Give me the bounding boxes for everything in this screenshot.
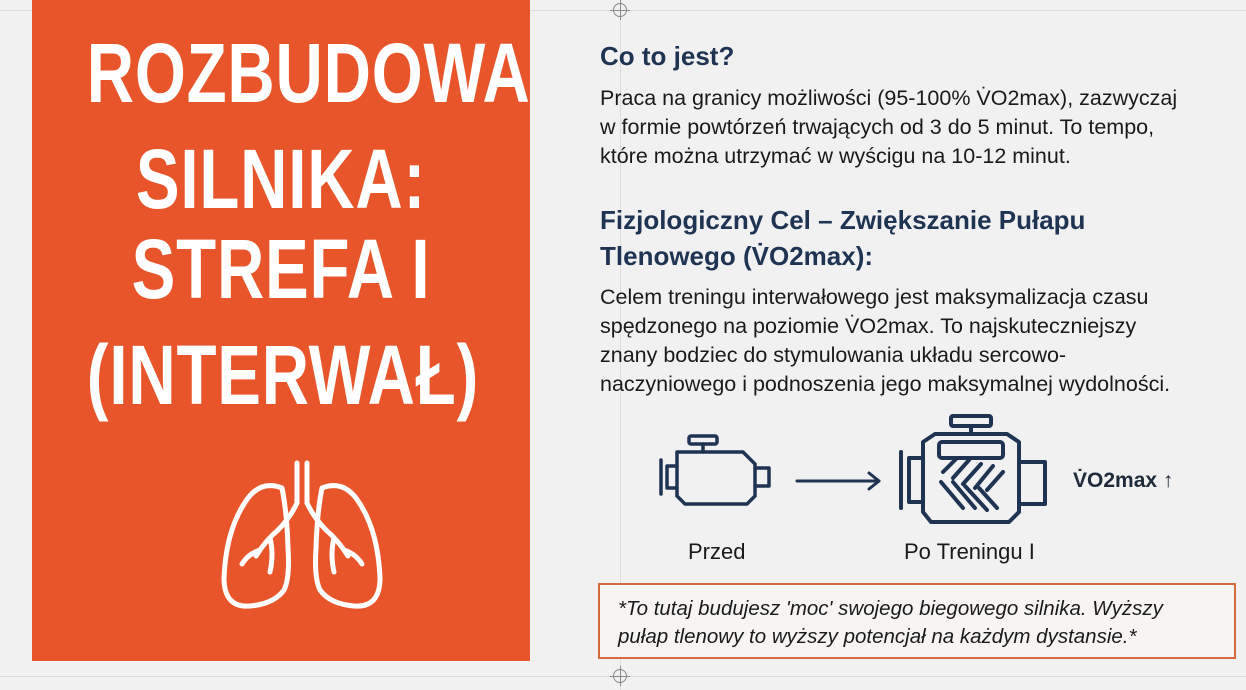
- note-line: pułap tlenowy to wyższy potencjał na każdym dystansie.*: [618, 625, 1137, 648]
- title-panel: [32, 0, 530, 661]
- section1-heading: Co to jest?: [600, 41, 735, 71]
- section2-line: znany bodziec do stymulowania układu sercowo-: [600, 343, 1067, 367]
- title-line-1: ROZBUDOWA: [86, 26, 531, 120]
- arrow-right-icon: [793, 470, 885, 492]
- section2-heading-line: Fizjologiczny Cel – Zwiększanie Pułapu: [600, 205, 1086, 235]
- section2-line: naczyniowego i podnoszenia jego maksymalnej wydolności.: [600, 372, 1171, 396]
- after-label: Po Treningu I: [904, 539, 1035, 564]
- title-line-4: (INTERWAŁ): [86, 328, 480, 422]
- crosshair-mark: [613, 3, 627, 17]
- note-text: [618, 595, 1228, 651]
- title-line-2: SILNIKA:: [135, 132, 427, 226]
- section1-text: [600, 84, 1225, 171]
- section2-text: [600, 283, 1225, 399]
- engine-small-icon: [655, 430, 780, 510]
- note-box: [598, 583, 1236, 659]
- lungs-icon: [212, 458, 392, 618]
- section2-line: Celem treningu interwałowego jest maksymalizacja czasu: [600, 285, 1149, 309]
- section2-heading-line: Tlenowego (V̇O2max):: [600, 241, 874, 271]
- title-line-3: STREFA I: [131, 222, 431, 316]
- crosshair-mark: [613, 669, 627, 683]
- section1-line: w formie powtórzeń trwających od 3 do 5 minut. To tempo,: [600, 115, 1155, 139]
- section1-line: które można utrzymać w wyścigu na 10-12 minut.: [600, 144, 1071, 168]
- before-label: Przed: [688, 539, 746, 564]
- section2-heading: [600, 202, 1085, 274]
- note-line: *To tutaj budujesz 'moc' swojego biegowego silnika. Wyższy: [618, 597, 1163, 620]
- section1-line: Praca na granicy możliwości (95-100% V̇O2max), zazwyczaj: [600, 86, 1178, 110]
- engine-large-icon: [895, 412, 1055, 530]
- section2-line: spędzonego na poziomie V̇O2max. To najskuteczniejszy: [600, 314, 1137, 338]
- vo2max-increase-badge: V̇O2max ↑: [1073, 469, 1174, 492]
